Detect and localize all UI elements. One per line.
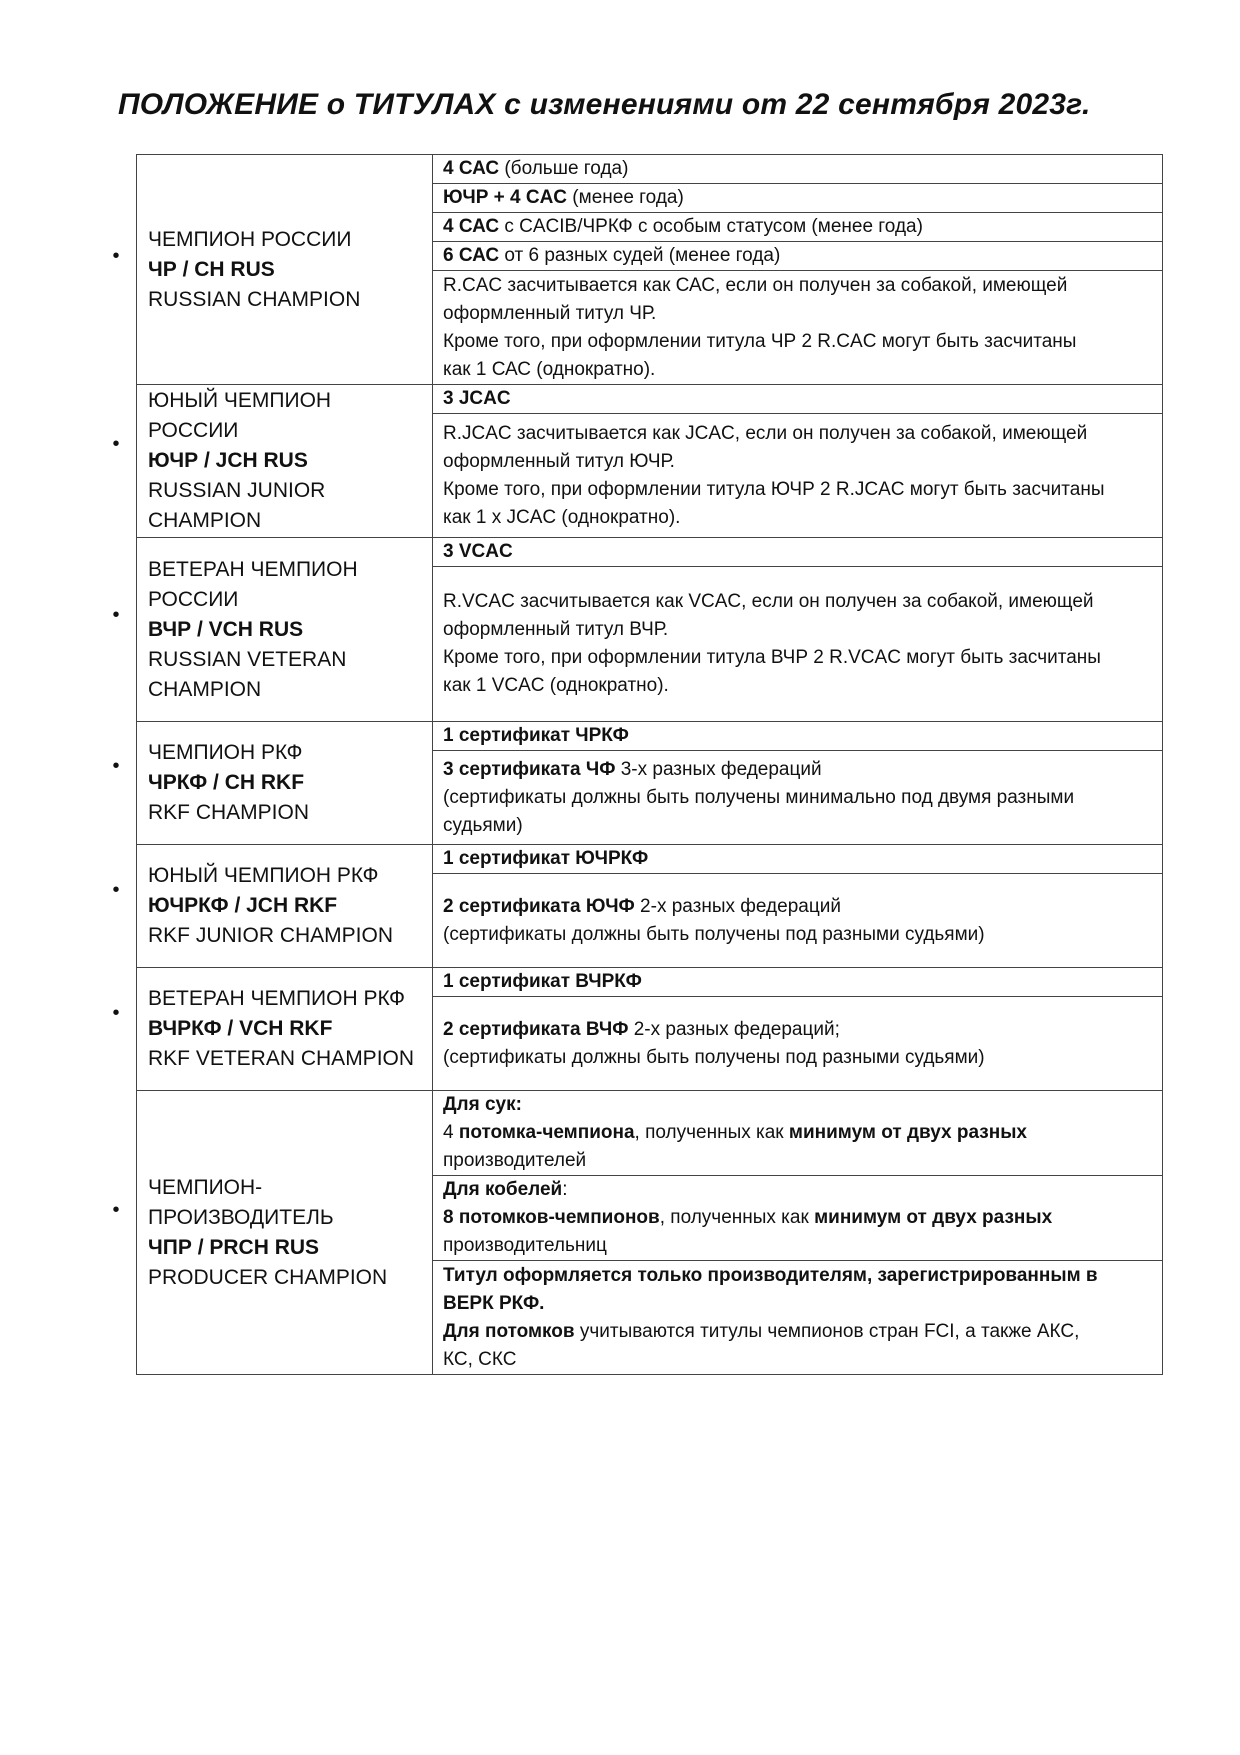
requirement-cell: 1 сертификат ЮЧРКФ: [433, 845, 1163, 874]
note-cell: R.JCAC засчитывается как JCAC, если он получен за собакой, имеющей оформленный титул ЮЧР. Кроме того, при оформлении титула ЮЧР 2 R.JCAC могут быть засчитаны как 1 х JCAC (однократно).: [433, 414, 1163, 538]
requirement-cell: 4 САС с CACIB/ЧРКФ с особым статусом (менее года): [433, 213, 1163, 242]
note-cell: Для кобелей: 8 потомков-чемпионов, полученных как минимум от двух разных производительниц: [433, 1176, 1163, 1261]
note-cell: 2 сертификата ВЧФ 2-х разных федераций; (сертификаты должны быть получены под разными судьями): [433, 997, 1163, 1091]
titles-table: [136, 154, 1163, 1375]
title-cell-producer-champion: ЧЕМПИОН- ПРОИЗВОДИТЕЛЬ ЧПР / PRCH RUS PRODUCER CHAMPION: [137, 1091, 433, 1375]
title-cell-champion-rkf: ЧЕМПИОН РКФ ЧРКФ / CH RKF RKF CHAMPION: [137, 722, 433, 845]
requirement-cell: 1 сертификат ЧРКФ: [433, 722, 1163, 751]
note-cell: R.CAC засчитывается как САС, если он получен за собакой, имеющей оформленный титул ЧР. Кроме того, при оформлении титула ЧР 2 R.CAC могут быть засчитаны как 1 САС (однократно).: [433, 271, 1163, 385]
note-cell: Для сук: 4 потомка-чемпиона, полученных как минимум от двух разных производителей: [433, 1091, 1163, 1176]
bullet-veteran-champion-russia: •: [112, 604, 120, 626]
bullet-champion-rkf: •: [112, 755, 120, 777]
bullet-junior-champion-russia: •: [112, 433, 120, 455]
requirement-cell: 4 САС (больше года): [433, 155, 1163, 184]
page-title: ПОЛОЖЕНИЕ о ТИТУЛАХ с изменениями от 22 сентября 2023г.: [118, 88, 1091, 121]
requirement-cell: 1 сертификат ВЧРКФ: [433, 968, 1163, 997]
requirement-cell: 3 JCAC: [433, 385, 1163, 414]
note-cell: Титул оформляется только производителям, зарегистрированным в ВЕРК РКФ. Для потомков учитываются титулы чемпионов стран FCI, а также АКС, КС, СКС: [433, 1261, 1163, 1375]
requirement-cell: 3 VCAC: [433, 538, 1163, 567]
note-cell: 2 сертификата ЮЧФ 2-х разных федераций (сертификаты должны быть получены под разными судьями): [433, 874, 1163, 968]
note-cell: 3 сертификата ЧФ 3-х разных федераций (сертификаты должны быть получены минимально под двумя разными судьями): [433, 751, 1163, 845]
title-cell-veteran-champion-russia: ВЕТЕРАН ЧЕМПИОН РОССИИ ВЧР / VCH RUS RUSSIAN VETERAN CHAMPION: [137, 538, 433, 722]
requirement-cell: 6 САС от 6 разных судей (менее года): [433, 242, 1163, 271]
note-cell: R.VCAC засчитывается как VCAC, если он получен за собакой, имеющей оформленный титул ВЧР. Кроме того, при оформлении титула ВЧР 2 R.VCAC могут быть засчитаны как 1 VCAC (однократно).: [433, 567, 1163, 722]
bullet-champion-russia: •: [112, 245, 120, 267]
title-cell-junior-champion-russia: ЮНЫЙ ЧЕМПИОН РОССИИ ЮЧР / JCH RUS RUSSIAN JUNIOR CHAMPION: [137, 385, 433, 538]
requirement-cell: ЮЧР + 4 CAC (менее года): [433, 184, 1163, 213]
bullet-veteran-champion-rkf: •: [112, 1002, 120, 1024]
bullet-junior-champion-rkf: •: [112, 879, 120, 901]
title-cell-junior-champion-rkf: ЮНЫЙ ЧЕМПИОН РКФ ЮЧРКФ / JCH RKF RKF JUNIOR CHAMPION: [137, 845, 433, 968]
title-cell-champion-russia: ЧЕМПИОН РОССИИ ЧР / CH RUS RUSSIAN CHAMPION: [137, 155, 433, 385]
title-cell-veteran-champion-rkf: ВЕТЕРАН ЧЕМПИОН РКФ ВЧРКФ / VCH RKF RKF VETERAN CHAMPION: [137, 968, 433, 1091]
bullet-producer-champion: •: [112, 1199, 120, 1221]
